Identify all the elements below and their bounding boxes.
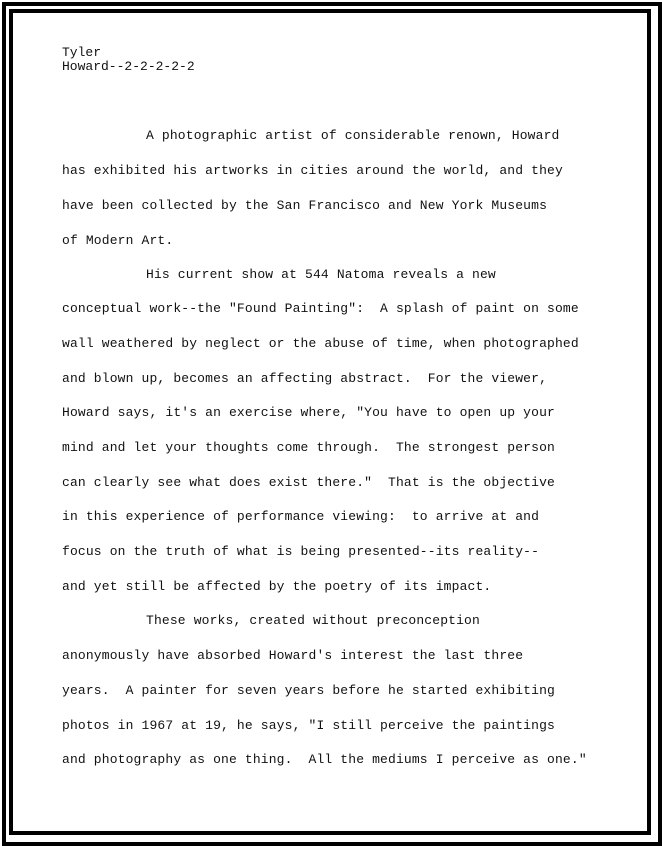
header-page-slug: Howard--2-2-2-2-2	[62, 59, 195, 74]
text-line: of Modern Art.	[62, 233, 174, 248]
text-line: can clearly see what does exist there." That is the objective	[62, 475, 555, 490]
document-header	[62, 46, 195, 74]
text-line: years. A painter for seven years before he started exhibiting	[62, 683, 555, 698]
text-line: mind and let your thoughts come through. The strongest person	[62, 440, 555, 455]
text-line: focus on the truth of what is being presented--its reality--	[62, 544, 540, 559]
text-line: have been collected by the San Francisco and New York Museums	[62, 198, 548, 213]
text-line: These works, created without preconception	[146, 613, 480, 628]
text-line: and photography as one thing. All the mediums I perceive as one."	[62, 752, 587, 767]
text-line: wall weathered by neglect or the abuse of time, when photographed	[62, 336, 579, 351]
text-line: in this experience of performance viewing: to arrive at and	[62, 509, 540, 524]
text-line: and blown up, becomes an affecting abstract. For the viewer,	[62, 371, 548, 386]
text-line: and yet still be affected by the poetry of its impact.	[62, 579, 492, 594]
header-name: Tyler	[62, 45, 102, 60]
text-line: A photographic artist of considerable renown, Howard	[146, 128, 560, 143]
text-line: has exhibited his artworks in cities around the world, and they	[62, 163, 563, 178]
text-line: Howard says, it's an exercise where, "You have to open up your	[62, 405, 555, 420]
text-line: His current show at 544 Natoma reveals a new	[146, 267, 496, 282]
text-line: photos in 1967 at 19, he says, "I still perceive the paintings	[62, 718, 555, 733]
text-line: conceptual work--the "Found Painting": A splash of paint on some	[62, 301, 579, 316]
text-line: anonymously have absorbed Howard's interest the last three	[62, 648, 524, 663]
